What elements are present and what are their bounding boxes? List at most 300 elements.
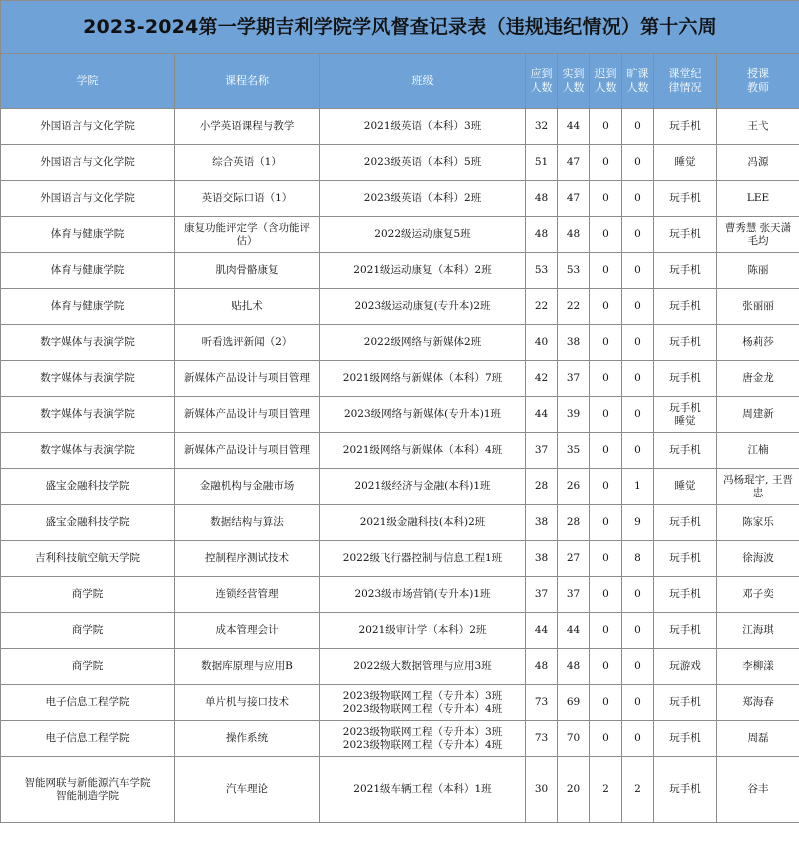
- cell-actual: [558, 577, 590, 613]
- cell-expected-text: 28: [534, 480, 549, 492]
- cell-actual-text: 26: [566, 480, 581, 492]
- cell-actual: [558, 361, 590, 397]
- cell-expected: [526, 361, 558, 397]
- cell-expected-text: 38: [534, 516, 549, 528]
- cell-expected: [526, 757, 558, 823]
- cell-expected: [526, 541, 558, 577]
- cell-college: [1, 253, 175, 289]
- cell-actual: [558, 109, 590, 145]
- cell-expected-text: 53: [534, 264, 549, 276]
- table-row: [1, 325, 799, 361]
- cell-course-text: 汽车理论: [226, 783, 268, 795]
- cell-actual: [558, 433, 590, 469]
- cell-teacher-text: 周建新: [742, 408, 774, 420]
- cell-discipline-text: 玩手机: [669, 300, 701, 312]
- cell-actual-text: 47: [566, 156, 581, 168]
- cell-actual: [558, 217, 590, 253]
- cell-late: [590, 217, 622, 253]
- cell-discipline: [654, 721, 717, 757]
- table-row: [1, 253, 799, 289]
- cell-late: [590, 253, 622, 289]
- cell-college-text: 体育与健康学院: [50, 264, 125, 276]
- cell-college-text: 智能制造学院: [56, 789, 119, 802]
- table-row: [1, 505, 799, 541]
- cell-course-text: 金融机构与金融市场: [199, 480, 295, 492]
- cell-teacher-text: 曹秀慧 张天潇 毛均: [724, 221, 792, 247]
- cell-actual: [558, 397, 590, 433]
- cell-expected: [526, 181, 558, 217]
- cell-actual-text: 44: [566, 624, 581, 636]
- cell-class-text: 2023级网络与新媒体(专升本)1班: [343, 408, 502, 420]
- cell-late-text: 0: [602, 300, 609, 312]
- cell-college: [1, 109, 175, 145]
- cell-teacher-text: 张丽丽: [742, 300, 774, 312]
- cell-class: [320, 217, 526, 253]
- cell-late: [590, 757, 622, 823]
- cell-college-text: 商学院: [71, 624, 104, 636]
- cell-class-text: 2023级物联网工程（专升本）4班: [342, 738, 503, 751]
- cell-actual-text: 35: [566, 444, 581, 456]
- cell-absent-text: 0: [634, 372, 641, 384]
- cell-absent-text: 8: [634, 552, 641, 564]
- cell-discipline: [654, 649, 717, 685]
- cell-late-text: 0: [602, 516, 609, 528]
- cell-teacher-text: 冯源: [747, 156, 769, 168]
- cell-course-text: 连锁经营管理: [215, 588, 279, 600]
- cell-expected-text: 48: [534, 660, 549, 672]
- cell-absent-text: 0: [634, 300, 641, 312]
- cell-college: [1, 145, 175, 181]
- cell-college-text: 数字媒体与表演学院: [40, 336, 135, 348]
- cell-class-text: 2023级市场营销(专升本)1班: [354, 588, 491, 600]
- cell-course: [175, 289, 320, 325]
- cell-class-text: 2021级审计学（本科）2班: [358, 624, 487, 636]
- cell-teacher: [717, 577, 799, 613]
- cell-actual: [558, 757, 590, 823]
- cell-teacher-text: 徐海波: [742, 552, 774, 564]
- cell-course-text: 成本管理会计: [215, 624, 279, 636]
- cell-late: [590, 325, 622, 361]
- cell-discipline-text: 玩手机: [669, 120, 701, 132]
- cell-expected: [526, 721, 558, 757]
- cell-class-text: 2023级英语（本科）2班: [363, 192, 482, 204]
- cell-college: [1, 577, 175, 613]
- cell-late: [590, 361, 622, 397]
- cell-actual: [558, 649, 590, 685]
- cell-absent: [622, 469, 654, 505]
- cell-expected-text: 30: [534, 783, 549, 795]
- cell-actual-text: 39: [566, 408, 581, 420]
- cell-absent: [622, 721, 654, 757]
- cell-late: [590, 109, 622, 145]
- table-row: [1, 145, 799, 181]
- cell-late-text: 0: [602, 156, 609, 168]
- cell-class: [320, 577, 526, 613]
- cell-course-text: 单片机与接口技术: [205, 696, 289, 708]
- cell-actual-text: 48: [566, 228, 581, 240]
- cell-actual: [558, 289, 590, 325]
- header-expected: [526, 54, 558, 109]
- cell-class: [320, 433, 526, 469]
- table-row: [1, 577, 799, 613]
- cell-expected: [526, 109, 558, 145]
- cell-teacher: [717, 649, 799, 685]
- cell-discipline: [654, 109, 717, 145]
- cell-college: [1, 685, 175, 721]
- cell-late-text: 0: [602, 192, 609, 204]
- cell-college: [1, 541, 175, 577]
- cell-expected: [526, 649, 558, 685]
- cell-class-text: 2021级网络与新媒体（本科）4班: [342, 444, 503, 456]
- cell-absent: [622, 757, 654, 823]
- cell-absent: [622, 145, 654, 181]
- cell-late-text: 0: [602, 480, 609, 492]
- cell-actual: [558, 253, 590, 289]
- table-row: [1, 649, 799, 685]
- table-row: [1, 613, 799, 649]
- cell-college-text: 电子信息工程学院: [45, 732, 130, 744]
- cell-class-text: 2023级运动康复(专升本)2班: [354, 300, 491, 312]
- cell-teacher: [717, 325, 799, 361]
- header-row: [1, 54, 799, 109]
- cell-course: [175, 145, 320, 181]
- cell-class-text: 2021级英语（本科）3班: [363, 120, 482, 132]
- cell-teacher: [717, 433, 799, 469]
- cell-late-text: 0: [602, 588, 609, 600]
- cell-teacher-text: 唐金龙: [742, 372, 774, 384]
- cell-college: [1, 721, 175, 757]
- cell-college-text: 数字媒体与表演学院: [40, 408, 135, 420]
- cell-teacher: [717, 253, 799, 289]
- cell-absent-text: 0: [634, 408, 641, 420]
- header-late-l2: 人数: [594, 81, 617, 94]
- cell-expected-text: 73: [534, 732, 549, 744]
- cell-college: [1, 433, 175, 469]
- cell-class: [320, 505, 526, 541]
- cell-class-text: 2021级金融科技(本科)2班: [359, 516, 486, 528]
- cell-late: [590, 469, 622, 505]
- cell-course: [175, 685, 320, 721]
- cell-college-text: 体育与健康学院: [50, 300, 125, 312]
- cell-class: [320, 685, 526, 721]
- cell-teacher-text: 陈丽: [747, 264, 769, 276]
- cell-late-text: 0: [602, 408, 609, 420]
- cell-discipline: [654, 685, 717, 721]
- header-actual: [558, 54, 590, 109]
- cell-absent-text: 9: [634, 516, 641, 528]
- cell-class: [320, 721, 526, 757]
- cell-class-text: 2022级网络与新媒体2班: [363, 336, 482, 348]
- cell-class-text: 2021级车辆工程（本科）1班: [353, 783, 492, 795]
- cell-expected: [526, 145, 558, 181]
- cell-expected-text: 32: [534, 120, 549, 132]
- cell-expected: [526, 685, 558, 721]
- cell-discipline-text: 玩手机: [669, 336, 701, 348]
- cell-actual: [558, 685, 590, 721]
- cell-absent-text: 0: [634, 264, 641, 276]
- header-course: 课程名称: [175, 54, 320, 109]
- cell-discipline-text: 玩手机: [669, 228, 701, 240]
- cell-absent: [622, 541, 654, 577]
- cell-discipline: [654, 145, 717, 181]
- cell-college-text: 智能网联与新能源汽车学院: [24, 776, 151, 789]
- cell-discipline: [654, 505, 717, 541]
- cell-college: [1, 361, 175, 397]
- cell-absent: [622, 685, 654, 721]
- cell-absent-text: 1: [634, 480, 641, 492]
- cell-absent-text: 0: [634, 696, 641, 708]
- cell-teacher: [717, 109, 799, 145]
- cell-late: [590, 721, 622, 757]
- cell-class: [320, 325, 526, 361]
- cell-college: [1, 469, 175, 505]
- cell-teacher: [717, 217, 799, 253]
- header-discipline: [654, 54, 717, 109]
- cell-college-text: 盛宝金融科技学院: [45, 480, 130, 492]
- cell-late-text: 0: [602, 732, 609, 744]
- cell-class: [320, 397, 526, 433]
- cell-course: [175, 397, 320, 433]
- cell-absent: [622, 217, 654, 253]
- cell-course-text: 控制程序测试技术: [205, 552, 289, 564]
- cell-expected: [526, 397, 558, 433]
- cell-discipline-text: 玩手机: [669, 783, 701, 795]
- cell-expected: [526, 433, 558, 469]
- cell-actual: [558, 721, 590, 757]
- cell-late: [590, 685, 622, 721]
- cell-college-text: 商学院: [71, 660, 104, 672]
- cell-actual-text: 20: [566, 783, 581, 795]
- cell-college: [1, 757, 175, 823]
- cell-late: [590, 289, 622, 325]
- cell-college: [1, 505, 175, 541]
- table-row: [1, 469, 799, 505]
- cell-teacher: [717, 685, 799, 721]
- cell-course-text: 新媒体产品设计与项目管理: [184, 408, 310, 420]
- cell-teacher-text: LEE: [746, 192, 770, 204]
- cell-course-text: 新媒体产品设计与项目管理: [184, 444, 310, 456]
- cell-discipline: [654, 433, 717, 469]
- cell-college: [1, 217, 175, 253]
- cell-college-text: 电子信息工程学院: [45, 696, 130, 708]
- cell-absent: [622, 325, 654, 361]
- header-teacher-l1: 授课: [747, 67, 769, 80]
- cell-course-text: 小学英语课程与教学: [199, 120, 295, 132]
- cell-teacher: [717, 757, 799, 823]
- cell-actual: [558, 325, 590, 361]
- table-row: [1, 217, 799, 253]
- cell-expected: [526, 577, 558, 613]
- cell-course-text: 贴扎术: [231, 300, 263, 312]
- cell-class: [320, 289, 526, 325]
- cell-teacher-text: 谷丰: [747, 783, 769, 795]
- cell-teacher-text: 杨莉莎: [742, 336, 774, 348]
- cell-expected-text: 37: [534, 588, 549, 600]
- cell-course-text: 英语交际口语（1）: [201, 192, 293, 204]
- cell-expected: [526, 613, 558, 649]
- cell-teacher-text: 江楠: [747, 444, 769, 456]
- cell-expected: [526, 253, 558, 289]
- cell-late: [590, 505, 622, 541]
- cell-course: [175, 361, 320, 397]
- cell-discipline: [654, 757, 717, 823]
- header-teacher: [717, 54, 799, 109]
- header-absent-l1: 旷课: [626, 67, 649, 80]
- cell-teacher: [717, 505, 799, 541]
- cell-actual: [558, 181, 590, 217]
- cell-teacher: [717, 289, 799, 325]
- header-expected-l2: 人数: [530, 81, 553, 94]
- cell-class: [320, 361, 526, 397]
- cell-discipline-text: 玩手机: [669, 401, 701, 414]
- cell-discipline-text: 玩手机: [669, 696, 701, 708]
- cell-expected-text: 51: [534, 156, 549, 168]
- cell-expected: [526, 325, 558, 361]
- header-actual-l1: 实到: [562, 67, 585, 80]
- cell-discipline-text: 玩手机: [669, 624, 701, 636]
- cell-course-text: 数据结构与算法: [210, 516, 284, 528]
- cell-late: [590, 145, 622, 181]
- cell-discipline: [654, 181, 717, 217]
- cell-expected: [526, 217, 558, 253]
- cell-teacher-text: 冯杨琨宇, 王晋忠: [723, 473, 793, 499]
- cell-teacher: [717, 361, 799, 397]
- cell-absent-text: 2: [634, 783, 641, 795]
- cell-class-text: 2023级英语（本科）5班: [363, 156, 482, 168]
- table-row: [1, 361, 799, 397]
- cell-course: [175, 253, 320, 289]
- cell-expected-text: 48: [534, 228, 549, 240]
- cell-course-text: 数据库原理与应用B: [201, 660, 293, 672]
- cell-class: [320, 541, 526, 577]
- cell-late-text: 0: [602, 696, 609, 708]
- header-absent-l2: 人数: [626, 81, 649, 94]
- cell-class: [320, 109, 526, 145]
- cell-absent-text: 0: [634, 660, 641, 672]
- cell-course: [175, 181, 320, 217]
- cell-discipline-text: 玩手机: [669, 264, 701, 276]
- header-teacher-l2: 教师: [747, 81, 769, 94]
- cell-discipline-text: 玩手机: [669, 732, 701, 744]
- header-actual-l2: 人数: [562, 81, 585, 94]
- cell-discipline-text: 玩手机: [669, 552, 701, 564]
- cell-absent: [622, 577, 654, 613]
- cell-class-text: 2021级网络与新媒体（本科）7班: [342, 372, 503, 384]
- cell-late-text: 0: [602, 372, 609, 384]
- cell-teacher: [717, 145, 799, 181]
- table-row: [1, 541, 799, 577]
- cell-course: [175, 505, 320, 541]
- cell-expected-text: 42: [534, 372, 549, 384]
- cell-late: [590, 433, 622, 469]
- table-row: [1, 397, 799, 433]
- cell-absent: [622, 397, 654, 433]
- cell-discipline-text: 玩手机: [669, 444, 701, 456]
- cell-absent-text: 0: [634, 120, 641, 132]
- cell-absent-text: 0: [634, 192, 641, 204]
- cell-absent: [622, 505, 654, 541]
- cell-college-text: 商学院: [71, 588, 104, 600]
- cell-late: [590, 577, 622, 613]
- header-late-l1: 迟到: [594, 67, 617, 80]
- cell-actual-text: 27: [566, 552, 581, 564]
- cell-teacher: [717, 397, 799, 433]
- cell-course: [175, 109, 320, 145]
- cell-actual: [558, 469, 590, 505]
- table-row: [1, 757, 799, 823]
- cell-college: [1, 289, 175, 325]
- cell-discipline: [654, 469, 717, 505]
- cell-discipline-text: 睡觉: [674, 480, 696, 492]
- cell-teacher-text: 郑海春: [742, 696, 774, 708]
- cell-expected-text: 44: [534, 408, 549, 420]
- cell-discipline: [654, 577, 717, 613]
- cell-actual-text: 37: [566, 588, 581, 600]
- cell-expected-text: 48: [534, 192, 549, 204]
- cell-course: [175, 433, 320, 469]
- header-absent: [622, 54, 654, 109]
- cell-expected: [526, 469, 558, 505]
- cell-college-text: 外国语言与文化学院: [40, 120, 135, 132]
- cell-college: [1, 397, 175, 433]
- cell-expected: [526, 289, 558, 325]
- table-row: [1, 181, 799, 217]
- cell-class-text: 2023级物联网工程（专升本）4班: [342, 702, 503, 715]
- cell-course: [175, 721, 320, 757]
- cell-discipline-text: 玩手机: [669, 516, 701, 528]
- cell-absent-text: 0: [634, 444, 641, 456]
- cell-course: [175, 325, 320, 361]
- cell-absent-text: 0: [634, 732, 641, 744]
- cell-late-text: 0: [602, 336, 609, 348]
- table-row: [1, 721, 799, 757]
- page-title: 2023-2024第一学期吉利学院学风督查记录表（违规违纪情况）第十六周: [1, 1, 799, 54]
- cell-teacher: [717, 181, 799, 217]
- cell-late: [590, 541, 622, 577]
- table-body: [1, 109, 799, 823]
- cell-absent: [622, 361, 654, 397]
- cell-teacher-text: 陈家乐: [742, 516, 774, 528]
- cell-late-text: 0: [602, 264, 609, 276]
- cell-course: [175, 577, 320, 613]
- cell-expected-text: 40: [534, 336, 549, 348]
- cell-course: [175, 469, 320, 505]
- cell-absent-text: 0: [634, 156, 641, 168]
- cell-discipline: [654, 253, 717, 289]
- cell-late-text: 0: [602, 444, 609, 456]
- cell-class-text: 2021级经济与金融(本科)1班: [354, 480, 491, 492]
- cell-class: [320, 253, 526, 289]
- cell-discipline-text: 玩手机: [669, 192, 701, 204]
- cell-teacher-text: 李柳漾: [742, 660, 774, 672]
- cell-discipline: [654, 613, 717, 649]
- cell-teacher: [717, 613, 799, 649]
- cell-class: [320, 757, 526, 823]
- cell-expected-text: 73: [534, 696, 549, 708]
- header-college: 学院: [1, 54, 175, 109]
- cell-actual: [558, 145, 590, 181]
- header-expected-l1: 应到: [530, 67, 553, 80]
- cell-teacher: [717, 469, 799, 505]
- cell-class-text: 2023级物联网工程（专升本）3班: [342, 725, 503, 738]
- cell-absent: [622, 181, 654, 217]
- cell-college-text: 数字媒体与表演学院: [40, 444, 135, 456]
- cell-discipline: [654, 217, 717, 253]
- cell-college-text: 体育与健康学院: [50, 228, 125, 240]
- cell-absent: [622, 289, 654, 325]
- cell-teacher-text: 王弋: [747, 120, 769, 132]
- cell-course-text: 综合英语（1）: [212, 156, 282, 168]
